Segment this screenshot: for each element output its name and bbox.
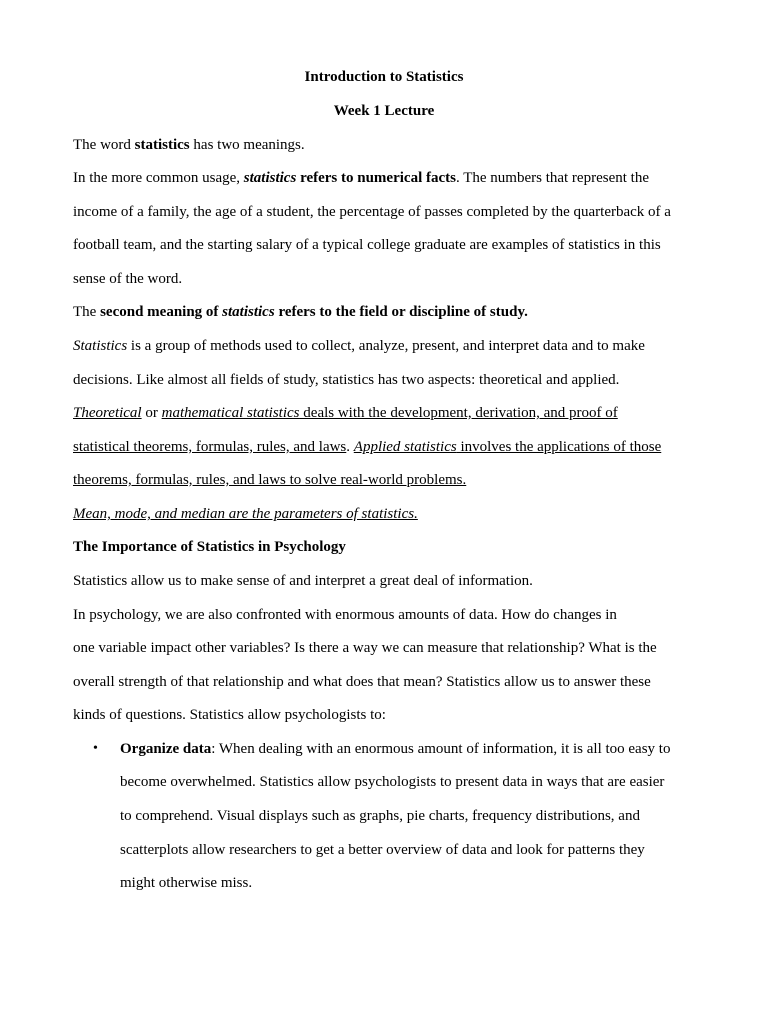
bullet-organize-data-line-4: scatterplots allow researchers to get a better overview of data and look for patterns they — [120, 842, 645, 858]
paragraph-psychology-line-4: kinds of questions. Statistics allow psychologists to: — [73, 707, 386, 723]
paragraph-second-meaning: The second meaning of statistics refers to the field or discipline of study. — [73, 304, 528, 320]
paragraph-theoretical-line-3: theorems, formulas, rules, and laws to solve real-world problems. — [73, 472, 467, 488]
paragraph-common-usage-line-1: In the more common usage, statistics refers to numerical facts. The numbers that represent the — [73, 170, 649, 186]
paragraph-psychology-line-3: overall strength of that relationship and what does that mean? Statistics allow us to answer these — [73, 674, 651, 690]
document-subtitle: Week 1 Lecture — [333, 103, 435, 119]
paragraph-make-sense: Statistics allow us to make sense of and interpret a great deal of information. — [73, 573, 533, 589]
paragraph-theoretical-line-1: Theoretical or mathematical statistics deals with the development, derivation, and proof of — [73, 405, 618, 421]
paragraph-psychology-line-1: In psychology, we are also confronted with enormous amounts of data. How do changes in — [73, 607, 617, 623]
bullet-organize-data-line-5: might otherwise miss. — [120, 875, 253, 891]
paragraph-common-usage-line-4: sense of the word. — [73, 271, 183, 287]
section-heading-importance: The Importance of Statistics in Psychology — [73, 539, 346, 555]
bullet-organize-data-line-2: become overwhelmed. Statistics allow psychologists to present data in ways that are easier — [120, 774, 665, 790]
paragraph-definition-line-2: decisions. Like almost all fields of study, statistics has two aspects: theoretical and applied. — [73, 372, 620, 388]
paragraph-common-usage-line-2: income of a family, the age of a student, the percentage of passes completed by the quarterback of a — [73, 204, 671, 220]
paragraph-parameters: Mean, mode, and median are the parameters of statistics. — [73, 506, 418, 522]
paragraph-definition-line-1: Statistics is a group of methods used to collect, analyze, present, and interpret data and to make — [73, 338, 645, 354]
paragraph-psychology-line-2: one variable impact other variables? Is there a way we can measure that relationship? What is the — [73, 640, 657, 656]
bullet-organize-data-line-1: Organize data: When dealing with an enormous amount of information, it is all too easy to — [120, 741, 671, 757]
paragraph-theoretical-line-2: statistical theorems, formulas, rules, and laws. Applied statistics involves the applications of those — [73, 439, 662, 455]
paragraph-two-meanings: The word statistics has two meanings. — [73, 137, 305, 153]
document-title: Introduction to Statistics — [304, 69, 464, 85]
bullet-organize-data-line-3: to comprehend. Visual displays such as graphs, pie charts, frequency distributions, and — [120, 808, 640, 824]
paragraph-common-usage-line-3: football team, and the starting salary of a typical college graduate are examples of statistics in this — [73, 237, 661, 253]
bullet-marker: • — [93, 741, 98, 756]
